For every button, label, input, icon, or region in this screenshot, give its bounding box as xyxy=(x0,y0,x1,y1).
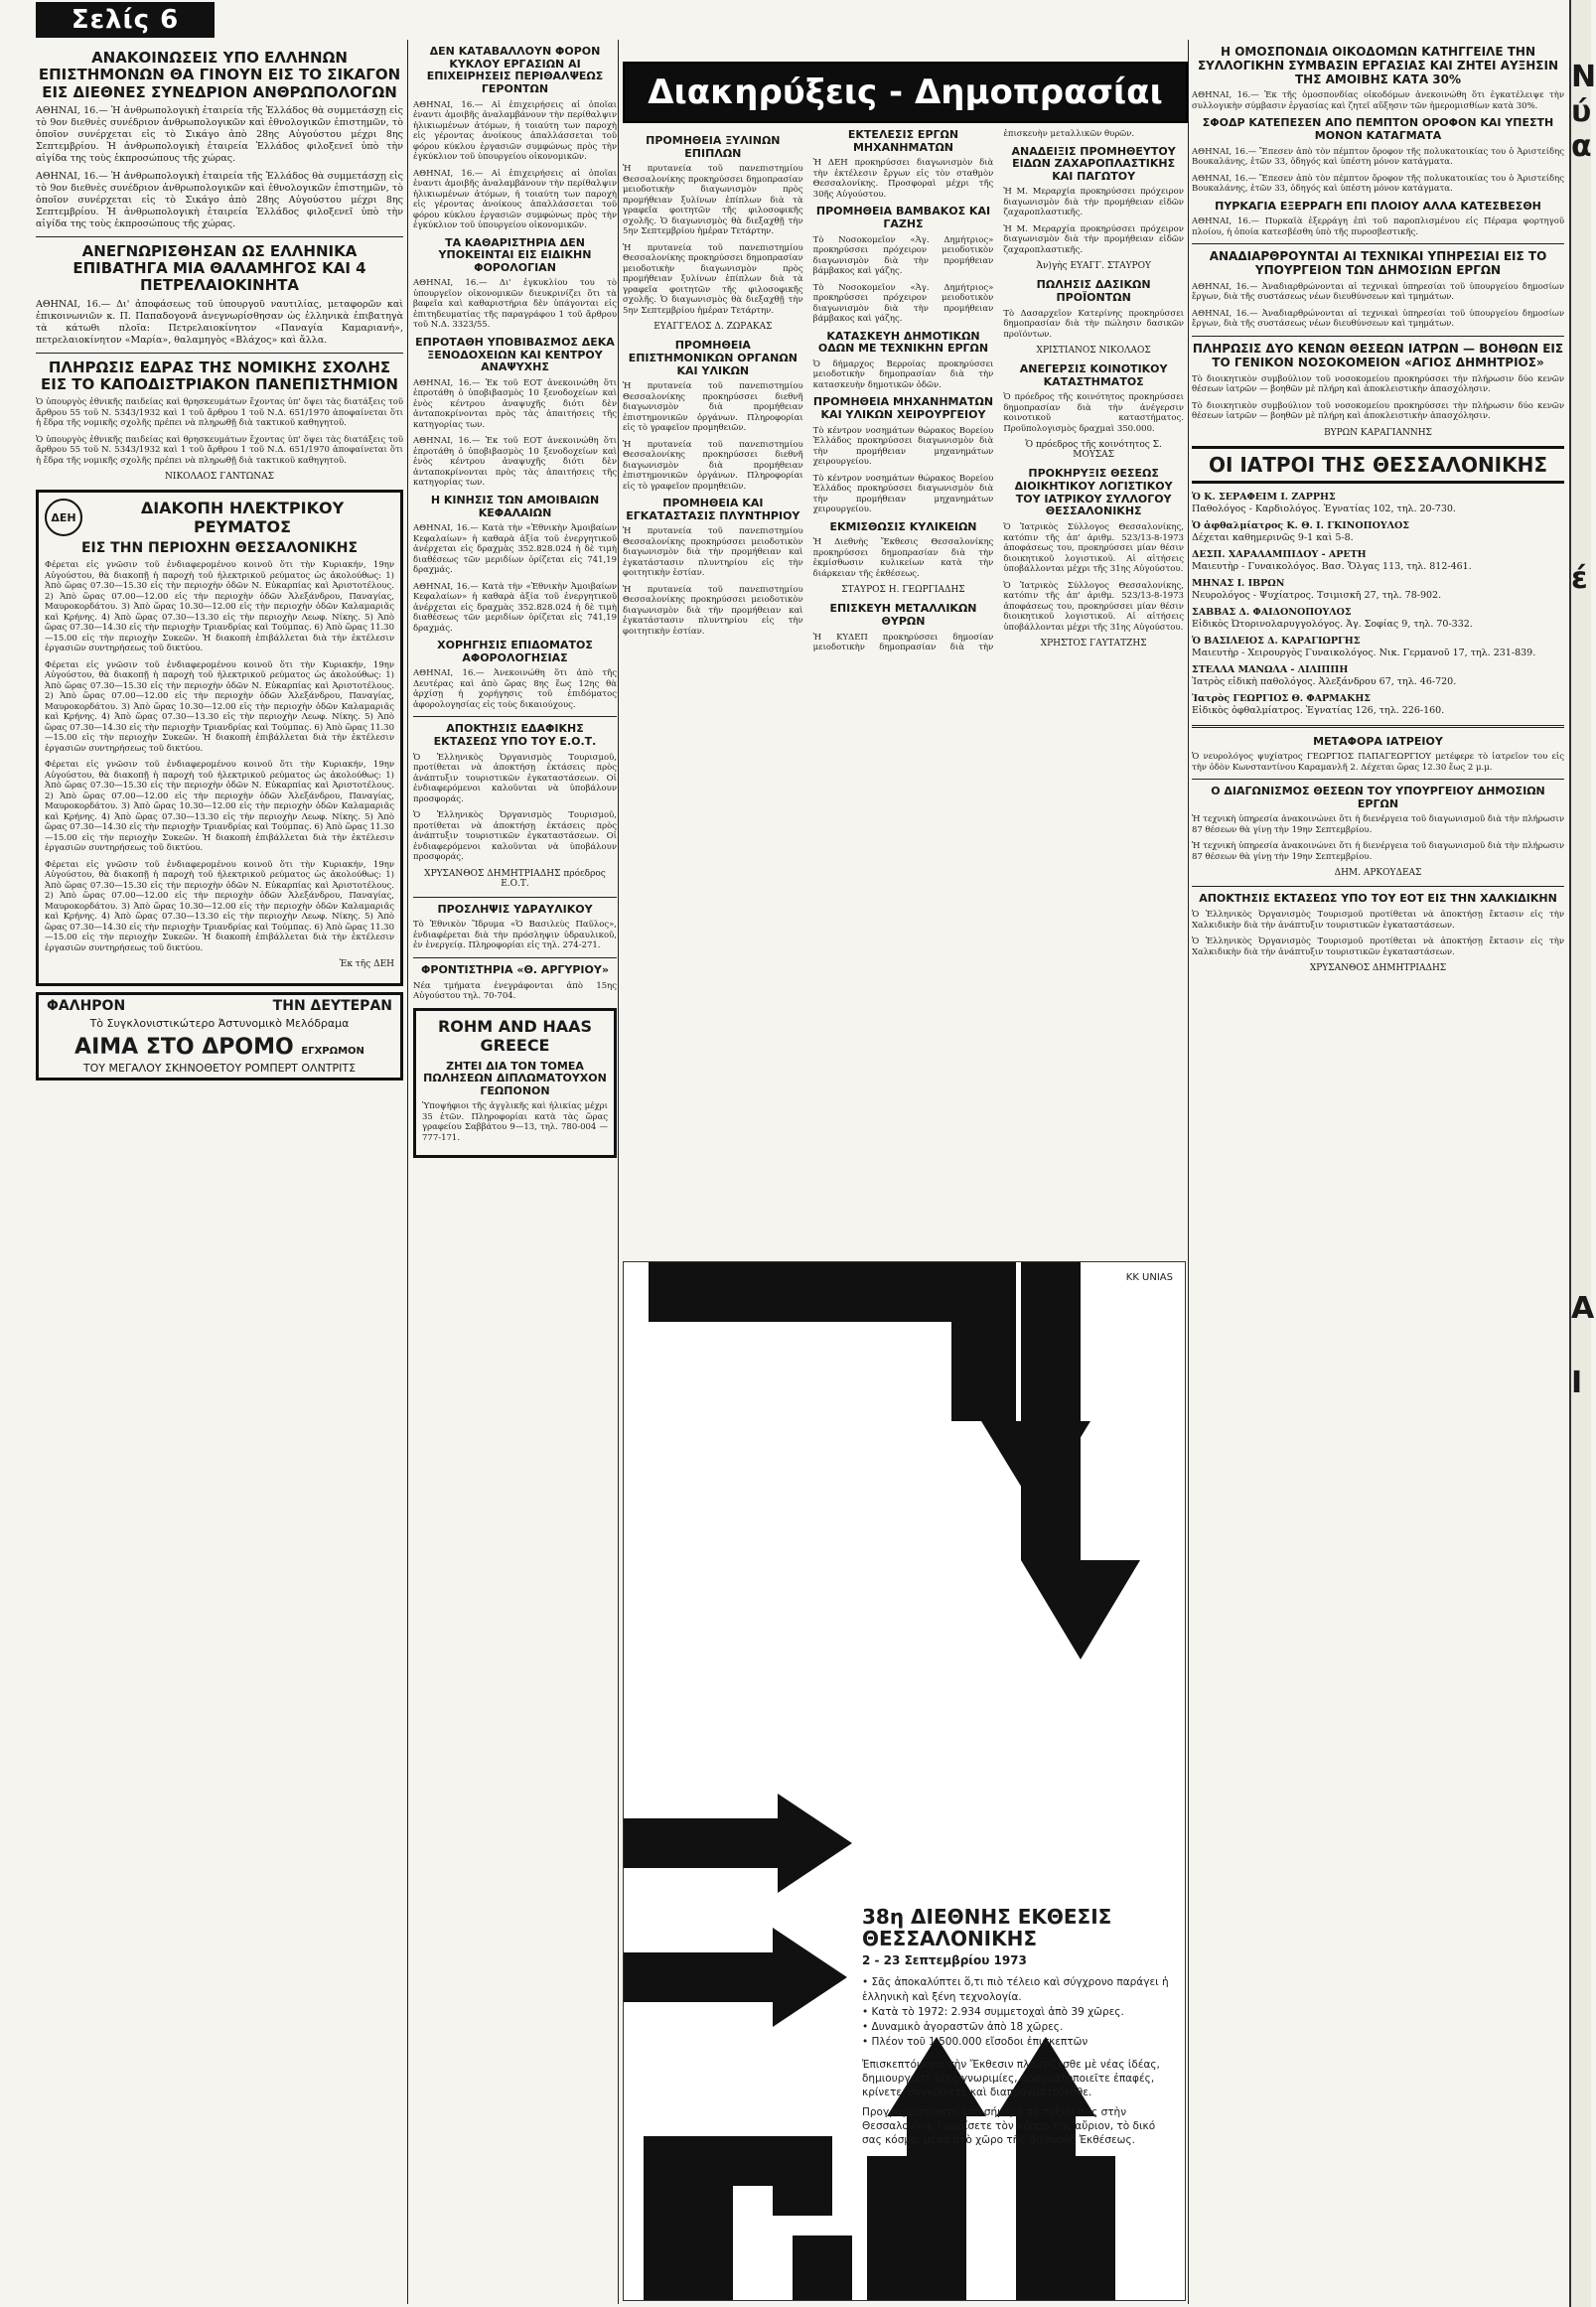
edge-letter: α xyxy=(1571,129,1592,164)
signature: Ὁ πρόεδρος τῆς κοινότητος Σ. ΜΟΥΣΑΣ xyxy=(1025,440,1162,461)
article-body: ΑΘΗΝΑΙ, 16.— Κατὰ τὴν «Ἐθνικὴν Ἀμοιβαίων Κεφαλαίων» ἡ καθαρὰ ἀξία τοῦ ἐνεργητικοῦ ἀνέρχεται εἰς δραχμὰς 352.828.024 ἡ δὲ τιμὴ διαθέσεως τῶν μεριδίων ὁρίζεται εἰς 741,19 δραχμάς. xyxy=(413,581,617,634)
notice-body: Ἡ ΚΥΔΕΠ προκηρύσσει δημοσίαν μειοδοτικὴν δημοπρασίαν διὰ τὴν ἐπισκευὴν μεταλλικῶν θυρῶν. xyxy=(812,129,1135,653)
article-headline: Ο ΔΙΑΓΩΝΙΣΜΟΣ ΘΕΣΕΩΝ ΤΟΥ ΥΠΟΥΡΓΕΙΟΥ ΔΗΜΟΣΙΩΝ ΕΡΓΩΝ xyxy=(1211,785,1545,810)
doctor-listing xyxy=(1192,520,1564,544)
facing-page-edge xyxy=(1569,0,1596,2307)
doctor-info: Ἰατρὸς εἰδικὴ παθολόγος. Ἀλεξάνδρου 67, τηλ. 46-720. xyxy=(1192,675,1457,687)
notice-headline: ΠΡΟΜΗΘΕΙΑ ΒΑΜΒΑΚΟΣ ΚΑΙ ΓΑΖΗΣ xyxy=(815,205,991,230)
doctor-info: Παθολόγος - Καρδιολόγος. Ἐγνατίας 102, τηλ. 20-730. xyxy=(1192,503,1456,514)
signature: ΒΥΡΩΝ ΚΑΡΑΓΙΑΝΝΗΣ xyxy=(1324,427,1432,438)
article-body: Ὁ Ἑλληνικὸς Ὀργανισμὸς Τουρισμοῦ προτίθεται νὰ ἀποκτήσῃ ἔκτασιν εἰς τὴν Χαλκιδικὴν διὰ τὴν ἀνάπτυξιν τουριστικῶν ἐγκαταστάσεων. xyxy=(1192,910,1564,931)
notice-body: Ἡ Μ. Μεραρχία προκηρύσσει πρόχειρον διαγωνισμὸν διὰ τὴν προμήθειαν εἰδῶν ζαχαροπλαστικῆς. xyxy=(1003,223,1184,255)
notice-body: Τὸ κέντρον νοσημάτων θώρακος Βορείου Ἑλλάδος προκηρύσσει διαγωνισμὸν διὰ τὴν προμήθειαν μηχανημάτων χειρουργείου. xyxy=(812,425,994,468)
section-banner: Διακηρύξεις - Δημοπρασίαι xyxy=(623,62,1188,123)
article-body: ΑΘΗΝΑΙ, 16.— Ἔπεσεν ἀπὸ τὸν πέμπτον ὄροφον τῆς πολυκατοικίας του ὁ Ἀριστείδης Βουκαλάνης, ἐτῶν 33, ὁδηγός καὶ ὑπέστη μόνον κατάγματα. xyxy=(1192,146,1564,168)
notice-body: Ὁ πρόεδρος τῆς κοινότητος προκηρύσσει δημοπρασίαν διὰ τὴν ἀνέγερσιν κοινοτικοῦ καταστήματος. Προϋπολογισμὸς δραχμαὶ 350.000. xyxy=(1003,392,1184,434)
fair-highlight-item: • Πλέον τοῦ 1.500.000 εἴσοδοι ἐπισκεπτῶν xyxy=(862,2036,1088,2048)
article-body: ΑΘΗΝΑΙ, 16.— Ἔπεσεν ἀπὸ τὸν πέμπτον ὄροφον τῆς πολυκατοικίας του ὁ Ἀριστείδης Βουκαλάνης, ἐτῶν 33, ὁδηγός καὶ ὑπέστη μόνον κατάγματα. xyxy=(1192,173,1564,195)
doctor-listing xyxy=(1192,578,1564,602)
article-body: Ἡ τεχνικὴ ὑπηρεσία ἀνακοινώνει ὅτι ἡ διενέργεια τοῦ διαγωνισμοῦ διὰ τὴν πλήρωσιν 87 θέσεων θὰ γίνῃ τὴν 19ην Σεπτεμβρίου. xyxy=(1192,841,1564,862)
article-headline: ΤΑ ΚΑΘΑΡΙΣΤΗΡΙΑ ΔΕΝ ΥΠΟΚΕΙΝΤΑΙ ΕΙΣ ΕΙΔΙΚΗΝ ΦΟΡΟΛΟΓΙΑΝ xyxy=(438,235,592,274)
article-body: ΑΘΗΝΑΙ, 16.— Αἱ ἐπιχειρήσεις αἱ ὁποῖαι ἐναντι ἀμοιβῆς ἀναλαμβάνουν τὴν περίθαλψιν ἡλικιωμένων ἀτόμων, ἡ τοιαύτη των παροχὴ εἰς γέροντας ἀνοίκους ἀπαλλάσσεται τοῦ φόρου κύκλου ἐργασιῶν συμφώνως πρὸς τὴν ἐγκύκλιον τοῦ ὑπουργείου οἰκονομικῶν. xyxy=(413,168,617,231)
company-name: ROHM AND HAAS GREECE xyxy=(437,1016,593,1055)
article-body: ΑΘΗΝΑΙ, 16.— Δι' ἀποφάσεως τοῦ ὑπουργοῦ ναυτιλίας, μεταφορῶν καὶ ἐπικοινωνιῶν κ. Π. Παπαδογονᾶ ἀνεγνωρίσθησαν ὡς ἑλληνικὰ ἐπιβατηγὰ τὰ κάτωθι πλοῖα: Πετρελαιοκίνητον «Παναγία Καμαριανή», πετρελαιοκίνητον «Μαρία», θαλαμηγὸς «Βλάχος» καὶ ἄλλα. xyxy=(36,298,403,346)
notice-body: Ἡ πρυτανεία τοῦ πανεπιστημίου Θεσσαλονίκης προκηρύσσει μειοδοτικὸν διαγωνισμὸν διὰ τὴν προμήθειαν καὶ ἐγκατάστασιν πλυντηρίου εἰς τὴν φοιτητικὴν ἑστίαν. xyxy=(623,584,803,637)
fair-highlight-item: • Κατὰ τὸ 1972: 2.934 συμμετοχαὶ ἀπὸ 39 χῶρες. xyxy=(862,2006,1124,2018)
article-body: Ὁ ὑπουργὸς ἐθνικῆς παιδείας καὶ θρησκευμάτων ἔχοντας ὑπ' ὄψει τὰς διατάξεις τοῦ ἄρθρου 55 τοῦ Ν. 5343/1932 καὶ 1 τοῦ ἄρθρου 1 τοῦ Ν.Δ. 651/1970 ἀποφαίνεται ὅτι ἡ ἕδρα τῆς νομικῆς σχολῆς πρέπει νὰ πληρωθῇ διὰ τακτικοῦ καθηγητοῦ. xyxy=(36,397,403,428)
doctor-name: ΜΗΝΑΣ Ι. ΙΒΡΩΝ xyxy=(1192,577,1285,589)
article-headline: ΑΠΟΚΤΗΣΙΣ ΕΚΤΑΣΕΩΣ ΥΠΟ ΤΟΥ ΕΟΤ ΕΙΣ ΤΗΝ ΧΑΛΚΙΔΙΚΗΝ xyxy=(1199,892,1557,906)
column-1 xyxy=(36,44,403,1081)
fair-highlight-item: • Δυναμικὸ ἀγοραστῶν ἀπὸ 18 χῶρες. xyxy=(862,2021,1064,2033)
article-body: ΑΘΗΝΑΙ, 16.— Ἀνεκοινώθη ὅτι ἀπὸ τῆς Δευτέρας καὶ ἀπὸ ὥρας 8ης ἕως 12ης θὰ ἀρχίσῃ ἡ χορήγησις τοῦ ἐπιδόματος ἀφορολογησίας εἰς τοὺς δικαιούχους. xyxy=(413,668,617,710)
notice-body: Ἡ πρυτανεία τοῦ πανεπιστημίου Θεσσαλονίκης προκηρύσσει μειοδοτικὸν διαγωνισμὸν διὰ τὴν προμήθειαν καὶ ἐγκατάστασιν πλυντηρίου εἰς τὴν φοιτητικὴν ἑστίαν. xyxy=(623,526,803,579)
doctor-info: Δέχεται καθημερινῶς 9-1 καὶ 5-8. xyxy=(1192,531,1354,543)
article-body: ΑΘΗΝΑΙ, 16.— Δι' ἐγκυκλίου του τὸ ὑπουργεῖον οἰκονομικῶν διευκρινίζει ὅτι τὰ βαφεῖα καὶ καθαριστήρια δὲν ὑπάγονται εἰς ἐπιτηδευματίας τῆς παραγράφου 1 τοῦ ἄρθρου τοῦ Ν.Δ. 3323/55. xyxy=(413,278,617,331)
cinema-day: ΤΗΝ ΔΕΥΤΕΡΑΝ xyxy=(272,998,392,1014)
notice-headline: ΑΝΕΓΕΡΣΙΣ ΚΟΙΝΟΤΙΚΟΥ ΚΑΤΑΣΤΗΜΑΤΟΣ xyxy=(1019,362,1168,388)
cinema-ad xyxy=(36,992,403,1081)
signature: ΧΡΥΣΑΝΘΟΣ ΔΗΜΗΤΡΙΑΔΗΣ πρόεδρος Ε.Ο.Τ. xyxy=(424,868,606,889)
doctor-info: Μαιευτὴρ - Χειρουργὸς Γυναικολόγος. Νικ. Γερμανοῦ 17, τηλ. 231-839. xyxy=(1192,647,1536,658)
notice-body: Φέρεται εἰς γνῶσιν τοῦ ἐνδιαφερομένου κοινοῦ ὅτι τὴν Κυριακήν, 19ην Αὐγούστου, θὰ διακοπῇ ἡ παροχὴ τοῦ ἠλεκτρικοῦ ρεύματος ὡς ἀκολούθως: 1) Ἀπὸ ὥρας 07.30—15.30 εἰς τὴν περιοχὴν ὁδῶν Ν. Εὐκαρπίας καὶ Ἀριστοτέλους. 2) Ἀπὸ ὥρας 07.00—12.00 εἰς τὴν περιοχὴν ὁδῶν Ἀλεξάνδρου, Παναγίας, Μαυροκορδάτου. 3) Ἀπὸ ὥρας 10.30—12.00 εἰς τὴν περιοχὴν ὁδῶν Καλαμαριᾶς καὶ Κρήνης. 4) Ἀπὸ ὥρας 07.30—13.30 εἰς τὴν περιοχὴν Λεωφ. Νίκης. 5) Ἀπὸ ὥρας 07.30—14.30 εἰς τὴν περιοχὴν Τριανδρίας καὶ Τούμπας. 6) Ἀπὸ ὥρας 11.30—15.00 εἰς τὴν περιοχὴν Συκεῶν. Ἡ διακοπὴ ἐπιβάλλεται διὰ τὴν ἐκτέλεσιν ἐργασιῶν συντηρήσεως τοῦ δικτύου. xyxy=(45,859,394,953)
notice-headline: ΠΩΛΗΣΙΣ ΔΑΣΙΚΩΝ ΠΡΟΪΟΝΤΩΝ xyxy=(1036,278,1151,305)
fair-paragraph: Προγραμματίσατε ἀπὸ σήμερα τὸ ταξίδι σας στὴν Θεσσαλονίκη. Γνωρίσετε τὸν κόσμο τῆς αὔριον, τὸ δικό σας κόσμο, μέσα στὸ χῶρο τῆς Διεθνοῦς Ἐκθέσεως. xyxy=(862,2106,1156,2146)
edge-letter: Α xyxy=(1571,1291,1595,1326)
article-body: ΑΘΗΝΑΙ, 16.— Κατὰ τὴν «Ἐθνικὴν Ἀμοιβαίων Κεφαλαίων» ἡ καθαρὰ ἀξία τοῦ ἐνεργητικοῦ ἀνέρχεται εἰς δραχμὰς 352.828.024 ἡ δὲ τιμὴ διαθέσεως τῶν μεριδίων ὁρίζεται εἰς 741,19 δραχμάς. xyxy=(413,523,617,576)
doctor-listing xyxy=(1192,693,1564,717)
notice-body: Ἡ πρυτανεία τοῦ πανεπιστημίου Θεσσαλονίκης προκηρύσσει διεθνῆ διαγωνισμὸν διὰ προμήθειαν ἐπιστημονικῶν ὀργάνων. Πληροφορίαι εἰς τὸ γραφεῖον προμηθειῶν. xyxy=(623,381,803,434)
doctor-info: Εἰδικὸς ὀφθαλμίατρος. Ἐγνατίας 126, τηλ. 226-160. xyxy=(1192,704,1445,716)
notice-body: Φέρεται εἰς γνῶσιν τοῦ ἐνδιαφερομένου κοινοῦ ὅτι τὴν Κυριακήν, 19ην Αὐγούστου, θὰ διακοπῇ ἡ παροχὴ τοῦ ἠλεκτρικοῦ ρεύματος ὡς ἀκολούθως: 1) Ἀπὸ ὥρας 07.30—15.30 εἰς τὴν περιοχὴν ὁδῶν Ν. Εὐκαρπίας καὶ Ἀριστοτέλους. 2) Ἀπὸ ὥρας 07.00—12.00 εἰς τὴν περιοχὴν ὁδῶν Ἀλεξάνδρου, Παναγίας, Μαυροκορδάτου. 3) Ἀπὸ ὥρας 10.30—12.00 εἰς τὴν περιοχὴν ὁδῶν Καλαμαριᾶς καὶ Κρήνης. 4) Ἀπὸ ὥρας 07.30—13.30 εἰς τὴν περιοχὴν Λεωφ. Νίκης. 5) Ἀπὸ ὥρας 07.30—14.30 εἰς τὴν περιοχὴν Τριανδρίας καὶ Τούμπας. 6) Ἀπὸ ὥρας 11.30—15.00 εἰς τὴν περιοχὴν Συκεῶν. Ἡ διακοπὴ ἐπιβάλλεται διὰ τὴν ἐκτέλεσιν ἐργασιῶν συντηρήσεως τοῦ δικτύου. xyxy=(45,760,394,853)
doctor-name: Ὁ Κ. ΣΕΡΑΦΕΙΜ Ι. ΖΑΡΡΗΣ xyxy=(1192,491,1336,503)
doctor-name: ΣΑΒΒΑΣ Δ. ΦΑΙΔΟΝΟΠΟΥΛΟΣ xyxy=(1192,606,1352,618)
article-body: Ὁ Ἑλληνικὸς Ὀργανισμὸς Τουρισμοῦ, προτίθεται νὰ ἀποκτήσῃ ἐκτάσεις πρὸς ἀνάπτυξιν τουριστικῶν ἐγκαταστάσεων. Οἱ ἐνδιαφερόμενοι καλοῦνται νὰ ὑποβάλουν προσφοράς. xyxy=(413,752,617,804)
signature: ΣΤΑΥΡΟΣ Η. ΓΕΩΡΓΙΑΔΗΣ xyxy=(841,585,965,596)
article-headline: Η ΚΙΝΗΣΙΣ ΤΩΝ ΑΜΟΙΒΑΙΩΝ ΚΕΦΑΛΑΙΩΝ xyxy=(430,493,600,519)
article-body: ΑΘΗΝΑΙ, 16.— Ἐκ τοῦ ΕΟΤ ἀνεκοινώθη ὅτι ἐπροτάθη ὁ ὑποβιβασμὸς 10 ξενοδοχείων καὶ ἑνὸς κέντρου ἀναψυχῆς διότι δὲν ἀνταποκρίνονται πρὸς τὰς ἀπαιτήσεις τῆς κατηγορίας των. xyxy=(413,377,617,430)
doctors-directory-title: ΟΙ ΙΑΤΡΟΙ ΤΗΣ ΘΕΣΣΑΛΟΝΙΚΗΣ xyxy=(1192,446,1564,484)
edge-letter: Ν xyxy=(1571,60,1596,94)
article-body: ΑΘΗΝΑΙ, 16.— Αἱ ἐπιχειρήσεις αἱ ὁποῖαι ἐναντι ἀμοιβῆς ἀναλαμβάνουν τὴν περίθαλψιν ἡλικιωμένων ἀτόμων, ἡ τοιαύτη των παροχὴ εἰς γέροντας ἀνοίκους ἀπαλλάσσεται τοῦ φόρου κύκλου ἐργασιῶν συμφώνως πρὸς τὴν ἐγκύκλιον τοῦ ὑπουργείου οἰκονομικῶν. xyxy=(413,99,617,163)
article-headline: ΠΡΟΣΛΗΨΙΣ ΥΔΡΑΥΛΙΚΟΥ xyxy=(437,902,593,916)
doctor-listing xyxy=(1192,664,1564,688)
doctor-name: Ὁ ἀφθαλμίατρος Κ. Θ. Ι. ΓΚΙΝΟΠΟΥΛΟΣ xyxy=(1192,519,1410,531)
notice-subtitle: ΕΙΣ ΤΗΝ ΠΕΡΙΟΧΗΝ ΘΕΣΣΑΛΟΝΙΚΗΣ xyxy=(80,540,359,556)
notice-body: Τὸ Νοσοκομεῖον «Ἁγ. Δημήτριος» προκηρύσσει πρόχειρον μειοδοτικὸν διαγωνισμὸν διὰ τὴν προμήθειαν βάμβακος καὶ γάζης. xyxy=(812,234,994,277)
agency-logo: ΚΚ UNIAS xyxy=(1125,1272,1173,1283)
article-headline: ΠΥΡΚΑΓΙΑ ΕΞΕΡΡΑΓΗ ΕΠΙ ΠΛΟΙΟΥ ΑΛΛΑ ΚΑΤΕΣΒΕΣΘΗ xyxy=(1215,199,1541,213)
article-body: ΑΘΗΝΑΙ, 16.— Ἐκ τῆς ὁμοσπονδίας οἰκοδόμων ἀνεκοινώθη ὅτι ἐγκατέλειψε τὴν συλλογικὴν σύμβασιν ἐργασίας καὶ ζητεῖ αὔξησιν τῶν ἡμερομισθίων κατὰ 30%. xyxy=(1192,90,1564,111)
article-headline: ΜΕΤΑΦΟΡΑ ΙΑΤΡΕΙΟΥ xyxy=(1313,734,1443,748)
doctor-listing xyxy=(1192,607,1564,631)
doctor-listing xyxy=(1192,549,1564,573)
doctor-info: Μαιευτὴρ - Γυναικολόγος. Βασ. Ὄλγας 113, τηλ. 812-461. xyxy=(1192,560,1472,572)
thessaloniki-fair-ad xyxy=(623,1261,1186,2301)
article-headline: Η ΟΜΟΣΠΟΝΔΙΑ ΟΙΚΟΔΟΜΩΝ ΚΑΤΗΓΓΕΙΛΕ ΤΗΝ ΣΥΛΛΟΓΙΚΗΝ ΣΥΜΒΑΣΙΝ ΕΡΓΑΣΙΑΣ ΚΑΙ ΖΗΤΕΙ ΑΥΞΗΣΙΝ ΤΗΣ ΑΜΟΙΒΗΣ ΚΑΤΑ 30% xyxy=(1197,45,1559,86)
article-body: ΑΘΗΝΑΙ, 16.— Ἐκ τοῦ ΕΟΤ ἀνεκοινώθη ὅτι ἐπροτάθη ὁ ὑποβιβασμὸς 10 ξενοδοχείων καὶ ἑνὸς κέντρου ἀναψυχῆς διότι δὲν ἀνταποκρίνονται πρὸς τὰς ἀπαιτήσεις τῆς κατηγορίας των. xyxy=(413,436,617,489)
doctor-name: ΔΕΣΠ. ΧΑΡΑΛΑΜΠΙΔΟΥ - ΑΡΕΤΗ xyxy=(1192,548,1367,560)
fair-highlights xyxy=(862,1975,1175,2050)
signature: Ἀν)γὴς ΕΥΑΓΓ. ΣΤΑΥΡΟΥ xyxy=(1036,261,1151,272)
article-headline: ΧΟΡΗΓΗΣΙΣ ΕΠΙΔΟΜΑΤΟΣ ΑΦΟΡΟΛΟΓΗΣΙΑΣ xyxy=(437,639,593,664)
article-body: Τὸ διοικητικὸν συμβούλιον τοῦ νοσοκομείου προκηρύσσει τὴν πλήρωσιν δύο κενῶν θέσεων ἰατρῶν — βοηθῶν μὲ πλήρη καὶ ἀποκλειστικὴν ἀπασχόλησιν. xyxy=(1192,400,1564,421)
column-3-notices xyxy=(623,129,1184,1256)
notice-headline: ΠΡΟΜΗΘΕΙΑ ΚΑΙ ΕΓΚΑΤΑΣΤΑΣΙΣ ΠΛΥΝΤΗΡΙΟΥ xyxy=(626,497,800,522)
article-body: Ὁ Ἑλληνικὸς Ὀργανισμὸς Τουρισμοῦ προτίθεται νὰ ἀποκτήσῃ ἔκτασιν εἰς τὴν Χαλκιδικὴν διὰ τὴν ἀνάπτυξιν τουριστικῶν ἐγκαταστάσεων. xyxy=(1192,937,1564,957)
dei-logo: ΔΕΗ xyxy=(45,499,82,536)
article-headline: ΣΦΟΔΡ ΚΑΤΕΠΕΣΕΝ ΑΠΟ ΠΕΜΠΤΟΝ ΟΡΟΦΟΝ ΚΑΙ ΥΠΕΣΤΗ ΜΟΝΟΝ ΚΑΤΑΓΜΑΤΑ xyxy=(1202,116,1554,143)
notice-body: Ἡ ΔΕΗ προκηρύσσει διαγωνισμὸν διὰ τὴν ἐκτέλεσιν ἔργων εἰς τὸν σταθμὸν Θεσσαλονίκης. Προσφοραὶ μέχρι τῆς 30ῆς Αὐγούστου. xyxy=(812,158,994,200)
doctor-info: Νευρολόγος - Ψυχίατρος. Τσιμισκῆ 27, τηλ. 78-902. xyxy=(1192,589,1442,601)
notice-title: ΔΙΑΚΟΠΗ ΗΛΕΚΤΡΙΚΟΥ ΡΕΥΜΑΤΟΣ xyxy=(140,499,345,536)
article-body: Ἡ τεχνικὴ ὑπηρεσία ἀνακοινώνει ὅτι ἡ διενέργεια τοῦ διαγωνισμοῦ διὰ τὴν πλήρωσιν 87 θέσεων θὰ γίνῃ τὴν 19ην Σεπτεμβρίου. xyxy=(1192,814,1564,835)
article-headline: ΑΝΑΔΙΑΡΘΡΟΥΝΤΑΙ ΑΙ ΤΕΧΝΙΚΑΙ ΥΠΗΡΕΣΙΑΙ ΕΙΣ ΤΟ ΥΠΟΥΡΓΕΙΟΝ ΤΩΝ ΔΗΜΟΣΙΩΝ ΕΡΓΩΝ xyxy=(1209,249,1547,278)
notice-body: Ἡ πρυτανεία τοῦ πανεπιστημίου Θεσσαλονίκης προκηρύσσει διεθνῆ διαγωνισμὸν διὰ προμήθειαν ἐπιστημονικῶν ὀργάνων. Πληροφορίαι εἰς τὸ γραφεῖον προμηθειῶν. xyxy=(623,439,803,492)
signature: ΧΡΥΣΑΝΘΟΣ ΔΗΜΗΤΡΙΑΔΗΣ xyxy=(1309,963,1447,974)
job-title: ΖΗΤΕΙ ΔΙΑ ΤΟΝ ΤΟΜΕΑ ΠΩΛΗΣΕΩΝ ΔΙΠΛΩΜΑΤΟΥΧΟΝ ΓΕΩΠΟΝΟΝ xyxy=(423,1059,607,1097)
notice-body: Ὁ δήμαρχος Βερροίας προκηρύσσει μειοδοτικὴν δημοπρασίαν διὰ τὴν κατασκευὴν δημοτικῶν ὁδῶν. xyxy=(812,359,994,390)
article-headline: ΦΡΟΝΤΙΣΤΗΡΙΑ «Θ. ΑΡΓΥΡΙΟΥ» xyxy=(421,962,609,976)
power-outage-notice xyxy=(36,490,403,986)
doctor-info: Εἰδικὸς Ὠτορινολαρυγγολόγος. Ἀγ. Σοφίας 9, τηλ. 70-332. xyxy=(1192,618,1473,630)
edge-letter: έ xyxy=(1571,561,1588,596)
article-body: Τὸ διοικητικὸν συμβούλιον τοῦ νοσοκομείου προκηρύσσει τὴν πλήρωσιν δύο κενῶν θέσεων ἰατρῶν — βοηθῶν μὲ πλήρη καὶ ἀποκλειστικὴν ἀπασχόλησιν. xyxy=(1192,373,1564,394)
doctor-name: Ἰατρὸς ΓΕΩΡΓΙΟΣ Θ. ΦΑΡΜΑΚΗΣ xyxy=(1192,692,1372,704)
notice-headline: ΠΡΟΜΗΘΕΙΑ ΜΗΧΑΝΗΜΑΤΩΝ ΚΑΙ ΥΛΙΚΩΝ ΧΕΙΡΟΥΡΓΕΙΟΥ xyxy=(812,395,994,421)
column-4 xyxy=(1192,40,1564,981)
notice-body: Ἡ Μ. Μεραρχία προκηρύσσει πρόχειρον διαγωνισμὸν διὰ τὴν προμήθειαν εἰδῶν ζαχαροπλαστικῆς. xyxy=(1003,187,1184,218)
fair-title: 38η ΔΙΕΘΝΗΣ ΕΚΘΕΣΙΣ ΘΕΣΣΑΛΟΝΙΚΗΣ xyxy=(862,1905,1112,1950)
article-body: Τὸ Ἐθνικὸν Ἵδρυμα «Ὁ Βασιλεὺς Παῦλος», ἐνδιαφέρεται διὰ τὴν πρόσληψιν ὑδραυλικοῦ, ἐν ἐνεργείᾳ. Πληροφορίαι εἰς τηλ. 274-271. xyxy=(413,920,617,951)
article-headline: ΕΠΡΟΤΑΘΗ ΥΠΟΒΙΒΑΣΜΟΣ ΔΕΚΑ ΞΕΝΟΔΟΧΕΙΩΝ ΚΑΙ ΚΕΝΤΡΟΥ ΑΝΑΨΥΧΗΣ xyxy=(415,335,615,374)
article-body: Ὁ Ἑλληνικὸς Ὀργανισμὸς Τουρισμοῦ, προτίθεται νὰ ἀποκτήσῃ ἐκτάσεις πρὸς ἀνάπτυξιν τουριστικῶν ἐγκαταστάσεων. Οἱ ἐνδιαφερόμενοι καλοῦνται νὰ ὑποβάλουν προσφοράς. xyxy=(413,810,617,863)
article-body: Ὁ ὑπουργὸς ἐθνικῆς παιδείας καὶ θρησκευμάτων ἔχοντας ὑπ' ὄψει τὰς διατάξεις τοῦ ἄρθρου 55 τοῦ Ν. 5343/1932 καὶ 1 τοῦ ἄρθρου 1 τοῦ Ν.Δ. 651/1970 ἀποφαίνεται ὅτι ἡ ἕδρα τῆς νομικῆς σχολῆς πρέπει νὰ πληρωθῇ διὰ τακτικοῦ καθηγητοῦ. xyxy=(36,434,403,466)
fair-highlight-item: • Σᾶς ἀποκαλύπτει ὅ,τι πιὸ τέλειο καὶ σύγχρονο παράγει ἡ ἑλληνικὴ καὶ ξένη τεχνολογία. xyxy=(862,1976,1169,2003)
notice-body: Τὸ Δασαρχεῖον Κατερίνης προκηρύσσει δημοπρασίαν διὰ τὴν πώλησιν δασικῶν προϊόντων. xyxy=(1003,308,1184,340)
notice-body: Τὸ Νοσοκομεῖον «Ἁγ. Δημήτριος» προκηρύσσει πρόχειρον μειοδοτικὸν διαγωνισμὸν διὰ τὴν προμήθειαν βάμβακος καὶ γάζης. xyxy=(812,282,994,325)
notice-headline: ΕΠΙΣΚΕΥΗ ΜΕΤΑΛΛΙΚΩΝ ΘΥΡΩΝ xyxy=(829,602,977,628)
notice-headline: ΕΚΤΕΛΕΣΙΣ ΕΡΓΩΝ ΜΗΧΑΝΗΜΑΤΩΝ xyxy=(847,128,959,154)
notice-body: Ἡ πρυτανεία τοῦ πανεπιστημίου Θεσσαλονίκης προκηρύσσει δημοπρασίαν μειοδοτικὴν διαγωνισμὸν πρὸς προμήθειαν ξυλίνων ἐπίπλων διὰ τὰ γραφεῖα φοιτητῶν τῆς φιλοσοφικῆς σχολῆς. Ὁ διαγωνισμὸς θὰ διεξαχθῇ τὴν 5ην Σεπτεμβρίου ἡμέραν Τετάρτην. xyxy=(623,242,803,316)
fair-paragraph: Ἐπισκεπτόμενοι τὴν Ἔκθεσιν πλουτίζεσθε μὲ νέας ἰδέας, δημιουργεῖτε νέες γνωριμίες, πραγματοποιεῖτε ἐπαφές, κρίνετε, συγκρίνετε καὶ διαπραγματεύεσθε. xyxy=(862,2059,1160,2098)
film-director: ΤΟΥ ΜΕΓΑΛΟΥ ΣΚΗΝΟΘΕΤΟΥ ΡΟΜΠΕΡΤ ΟΛΝΤΡΙΤΣ xyxy=(82,1062,357,1075)
article-body: Νέα τμήματα ἐνεγράφονται ἀπὸ 15ης Αὐγούστου τηλ. 70-704. xyxy=(413,980,617,1002)
notice-headline: ΑΝΑΔΕΙΞΙΣ ΠΡΟΜΗΘΕΥΤΟΥ ΕΙΔΩΝ ΖΑΧΑΡΟΠΛΑΣΤΙΚΗΣ ΚΑΙ ΠΑΓΩΤΟΥ xyxy=(1011,144,1176,183)
article-body: ΑΘΗΝΑΙ, 16.— Ἡ ἀνθρωπολογικὴ ἑταιρεία τῆς Ἑλλάδος θὰ συμμετάσχῃ εἰς τὸ 9ον διεθνὲς συνέδριον ἀνθρωπολογικῶν καὶ ἐθνολογικῶν ἐπιστημῶν, τὸ ὁποῖον συνέρχεται εἰς τὸ Σικάγο ἀπὸ 28ης Αὐγούστου μέχρι 8ης Σεπτεμβρίου. Ἡ ἀνθρωπολογικὴ ἑταιρεία Ἑλλάδος φιλοξενεῖ ὑπὸ τὴν αἰγίδα της τοὺς ἐκπροσώπους τῆς χώρας. xyxy=(36,170,403,229)
article-body: Ὁ νευρολόγος ψυχίατρος ΓΕΩΡΓΙΟΣ ΠΑΠΑΓΕΩΡΓΙΟΥ μετέφερε τὸ ἰατρεῖον του εἰς τὴν ὁδὸν Κωνσταντίνου Καραμανλῆ 2. Δέχεται ὥρας 12.30 ἕως 2 μ.μ. xyxy=(1192,752,1564,773)
article-headline: ΑΝΕΓΝΩΡΙΣΘΗΣΑΝ ΩΣ ΕΛΛΗΝΙΚΑ ΕΠΙΒΑΤΗΓΑ ΜΙΑ ΘΑΛΑΜΗΓΟΣ ΚΑΙ 4 ΠΕΤΡΕΛΑΙΟΚΙΝΗΤΑ xyxy=(73,241,366,295)
column-2 xyxy=(413,40,617,1164)
article-headline: ΑΠΟΚΤΗΣΙΣ ΕΔΑΦΙΚΗΣ ΕΚΤΑΣΕΩΣ ΥΠΟ ΤΟΥ Ε.Ο.Τ. xyxy=(433,722,597,749)
column-rule xyxy=(407,40,408,2304)
job-body: Ὑποψήφιοι τῆς ἀγγλικῆς καὶ ἡλικίας μέχρι 35 ἐτῶν. Πληροφορίαι κατὰ τὰς ὥρας γραφείου Σαββάτου 9—13, τηλ. 780-004 — 777-171. xyxy=(422,1101,608,1143)
notice-body: Ὁ Ἰατρικὸς Σύλλογος Θεσσαλονίκης, κατόπιν τῆς ἀπ' ἀριθμ. 523/13-8-1973 ἀποφάσεως του, προκηρύσσει μίαν θέσιν διοικητικοῦ λογιστικοῦ. Αἱ αἰτήσεις ὑποβάλλονται μέχρι τῆς 31ης Αὐγούστου. xyxy=(1003,522,1184,575)
article-body: ΑΘΗΝΑΙ, 16.— Πυρκαϊὰ ἐξερράγη ἐπὶ τοῦ παροπλισμένου εἰς Πέραμα φορτηγοῦ πλοίου, ἡ ὁποία κατεσβέσθη ὑπὸ τῆς πυροσβεστικῆς. xyxy=(1192,216,1564,237)
article-headline: ΔΕΝ ΚΑΤΑΒΑΛΛΟΥΝ ΦΟΡΟΝ ΚΥΚΛΟΥ ΕΡΓΑΣΙΩΝ ΑΙ ΕΠΙΧΕΙΡΗΣΕΙΣ ΠΕΡΙΘΑΛΨΕΩΣ ΓΕΡΟΝΤΩΝ xyxy=(426,45,604,95)
notice-body: Τὸ κέντρον νοσημάτων θώρακος Βορείου Ἑλλάδος προκηρύσσει διαγωνισμὸν διὰ τὴν προμήθειαν μηχανημάτων χειρουργείου. xyxy=(812,473,994,515)
doctor-name: ΣΤΕΛΛΑ ΜΑΝΩΛΑ - ΛΙΛΙΠΠΗ xyxy=(1192,663,1349,675)
doctors-directory xyxy=(1192,492,1564,717)
doctor-listing xyxy=(1192,492,1564,515)
cinema-name: ΦΑΛΗΡΟΝ xyxy=(47,998,126,1014)
film-color-label: ΕΓΧΡΩΜΟΝ xyxy=(301,1046,364,1057)
notice-headline: ΚΑΤΑΣΚΕΥΗ ΔΗΜΟΤΙΚΩΝ ΟΔΩΝ ΜΕ ΤΕΧΝΙΚΗΝ ΕΡΓΩΝ xyxy=(817,329,989,356)
doctor-name: Ὁ ΒΑΣΙΛΕΙΟΣ Δ. ΚΑΡΑΓΙΩΡΓΗΣ xyxy=(1192,635,1361,647)
signature: ΕΥΑΓΓΕΛΟΣ Δ. ΖΩΡΑΚΑΣ xyxy=(653,322,773,333)
article-headline: ΠΛΗΡΩΣΙΣ ΔΥΟ ΚΕΝΩΝ ΘΕΣΕΩΝ ΙΑΤΡΩΝ — ΒΟΗΘΩΝ ΕΙΣ ΤΟ ΓΕΝΙΚΟΝ ΝΟΣΟΚΟΜΕΙΟΝ «ΑΓΙΟΣ ΔΗΜΗΤΡΙΟΣ» xyxy=(1192,341,1564,369)
notice-headline: ΠΡΟΜΗΘΕΙΑ ΞΥΛΙΝΩΝ ΕΠΙΠΛΩΝ xyxy=(646,134,781,160)
edge-letter: ύ xyxy=(1571,94,1592,129)
article-body: ΑΘΗΝΑΙ, 16.— Ἀναδιαρθρώνονται αἱ τεχνικαὶ ὑπηρεσίαι τοῦ ὑπουργείου δημοσίων ἔργων, διὰ τῆς συστάσεως νέων διευθύνσεων καὶ τμημάτων. xyxy=(1192,281,1564,303)
film-title: ΑΙΜΑ ΣΤΟ ΔΡΟΜΟ xyxy=(74,1035,294,1060)
edge-letter: Ι xyxy=(1571,1366,1583,1400)
column-rule xyxy=(1188,40,1189,2304)
column-rule xyxy=(618,40,619,2304)
page-number-masthead: Σελίς 6 xyxy=(36,2,215,38)
signature: ΝΙΚΟΛΑΟΣ ΓΑΝΤΩΝΑΣ xyxy=(165,472,274,482)
notice-body: Ἡ Διεθνὴς Ἔκθεσις Θεσσαλονίκης προκηρύσσει δημοπρασίαν διὰ τὴν ἐκμίσθωσιν κυλικείων κατὰ τὴν διάρκειαν τῆς ἐκθέσεως. xyxy=(812,537,994,579)
signature: ΧΡΙΣΤΙΑΝΟΣ ΝΙΚΟΛΑΟΣ xyxy=(1036,346,1151,357)
notice-headline: ΠΡΟΜΗΘΕΙΑ ΕΠΙΣΤΗΜΟΝΙΚΩΝ ΟΡΓΑΝΩΝ ΚΑΙ ΥΛΙΚΩΝ xyxy=(628,339,798,377)
notice-headline: ΕΚΜΙΣΘΩΣΙΣ ΚΥΛΙΚΕΙΩΝ xyxy=(829,519,977,533)
article-headline: ΠΛΗΡΩΣΙΣ ΕΔΡΑΣ ΤΗΣ ΝΟΜΙΚΗΣ ΣΧΟΛΗΣ ΕΙΣ ΤΟ ΚΑΠΟΔΙΣΤΡΙΑΚΟΝ ΠΑΝΕΠΙΣΤΗΜΙΟΝ xyxy=(41,358,398,393)
fair-dates: 2 - 23 Σεπτεμβρίου 1973 xyxy=(862,1953,1027,1967)
notice-body: Φέρεται εἰς γνῶσιν τοῦ ἐνδιαφερομένου κοινοῦ ὅτι τὴν Κυριακήν, 19ην Αὐγούστου, θὰ διακοπῇ ἡ παροχὴ τοῦ ἠλεκτρικοῦ ρεύματος ὡς ἀκολούθως: 1) Ἀπὸ ὥρας 07.30—15.30 εἰς τὴν περιοχὴν ὁδῶν Ν. Εὐκαρπίας καὶ Ἀριστοτέλους. 2) Ἀπὸ ὥρας 07.00—12.00 εἰς τὴν περιοχὴν ὁδῶν Ἀλεξάνδρου, Παναγίας, Μαυροκορδάτου. 3) Ἀπὸ ὥρας 10.30—12.00 εἰς τὴν περιοχὴν ὁδῶν Καλαμαριᾶς καὶ Κρήνης. 4) Ἀπὸ ὥρας 07.30—13.30 εἰς τὴν περιοχὴν Λεωφ. Νίκης. 5) Ἀπὸ ὥρας 07.30—14.30 εἰς τὴν περιοχὴν Τριανδρίας καὶ Τούμπας. 6) Ἀπὸ ὥρας 11.30—15.00 εἰς τὴν περιοχὴν Συκεῶν. Ἡ διακοπὴ ἐπιβάλλεται διὰ τὴν ἐκτέλεσιν ἐργασιῶν συντηρήσεως τοῦ δικτύου. xyxy=(45,659,394,754)
job-ad xyxy=(413,1008,617,1159)
notice-headline: ΠΡΟΚΗΡΥΞΙΣ ΘΕΣΕΩΣ ΔΙΟΙΚΗΤΙΚΟΥ ΛΟΓΙΣΤΙΚΟΥ ΤΟΥ ΙΑΤΡΙΚΟΥ ΣΥΛΛΟΓΟΥ ΘΕΣΣΑΛΟΝΙΚΗΣ xyxy=(1014,467,1173,518)
notice-body: Ἡ πρυτανεία τοῦ πανεπιστημίου Θεσσαλονίκης προκηρύσσει δημοπρασίαν μειοδοτικὴν διαγωνισμὸν πρὸς προμήθειαν ξυλίνων ἐπίπλων διὰ τὰ γραφεῖα φοιτητῶν τῆς φιλοσοφικῆς σχολῆς. Ὁ διαγωνισμὸς θὰ διεξαχθῇ τὴν 5ην Σεπτεμβρίου ἡμέραν Τετάρτην. xyxy=(623,164,803,237)
article-body: ΑΘΗΝΑΙ, 16.— Ἀναδιαρθρώνονται αἱ τεχνικαὶ ὑπηρεσίαι τοῦ ὑπουργείου δημοσίων ἔργων, διὰ τῆς συστάσεως νέων διευθύνσεων καὶ τμημάτων. xyxy=(1192,308,1564,330)
signature: ΔΗΜ. ΑΡΚΟΥΔΕΑΣ xyxy=(1334,868,1422,879)
article-body: ΑΘΗΝΑΙ, 16.— Ἡ ἀνθρωπολογικὴ ἑταιρεία τῆς Ἑλλάδος θὰ συμμετάσχῃ εἰς τὸ 9ον διεθνὲς συνέδριον ἀνθρωπολογικῶν καὶ ἐθνολογικῶν ἐπιστημῶν, τὸ ὁποῖον συνέρχεται εἰς τὸ Σικάγο ἀπὸ 28ης Αὐγούστου μέχρι 8ης Σεπτεμβρίου. Ἡ ἀνθρωπολογικὴ ἑταιρεία Ἑλλάδος φιλοξενεῖ ὑπὸ τὴν αἰγίδα της τοὺς ἐκπροσώπους τῆς χώρας. xyxy=(36,104,403,164)
cinema-tagline: Τὸ Συγκλονιστικώτερο Ἀστυνομικὸ Μελόδραμα xyxy=(89,1017,350,1030)
notice-body: Φέρεται εἰς γνῶσιν τοῦ ἐνδιαφερομένου κοινοῦ ὅτι τὴν Κυριακήν, 19ην Αὐγούστου, θὰ διακοπῇ ἡ παροχὴ τοῦ ἠλεκτρικοῦ ρεύματος ὡς ἀκολούθως: 1) Ἀπὸ ὥρας 07.30—15.30 εἰς τὴν περιοχὴν ὁδῶν Ν. Εὐκαρπίας καὶ Ἀριστοτέλους. 2) Ἀπὸ ὥρας 07.00—12.00 εἰς τὴν περιοχὴν ὁδῶν Ἀλεξάνδρου, Παναγίας, Μαυροκορδάτου. 3) Ἀπὸ ὥρας 10.30—12.00 εἰς τὴν περιοχὴν ὁδῶν Καλαμαριᾶς καὶ Κρήνης. 4) Ἀπὸ ὥρας 07.30—13.30 εἰς τὴν περιοχὴν Λεωφ. Νίκης. 5) Ἀπὸ ὥρας 07.30—14.30 εἰς τὴν περιοχὴν Τριανδρίας καὶ Τούμπας. 6) Ἀπὸ ὥρας 11.30—15.00 εἰς τὴν περιοχὴν Συκεῶν. Ἡ διακοπὴ ἐπιβάλλεται διὰ τὴν ἐκτέλεσιν ἐργασιῶν συντηρήσεως τοῦ δικτύου. xyxy=(45,560,394,653)
notice-body: Ὁ Ἰατρικὸς Σύλλογος Θεσσαλονίκης, κατόπιν τῆς ἀπ' ἀριθμ. 523/13-8-1973 ἀποφάσεως του, προκηρύσσει μίαν θέσιν διοικητικοῦ λογιστικοῦ. Αἱ αἰτήσεις ὑποβάλλονται μέχρι τῆς 31ης Αὐγούστου. xyxy=(1003,580,1184,633)
article-headline: ΑΝΑΚΟΙΝΩΣΕΙΣ ΥΠΟ ΕΛΛΗΝΩΝ ΕΠΙΣΤΗΜΟΝΩΝ ΘΑ ΓΙΝΟΥΝ ΕΙΣ ΤΟ ΣΙΚΑΓΟΝ ΕΙΣ ΔΙΕΘΝΕΣ ΣΥΝΕΔΡΙΟΝ ΑΝΘΡΩΠΟΛΟΓΩΝ xyxy=(38,49,401,101)
notice-signature: Ἐκ τῆς ΔΕΗ xyxy=(339,959,394,969)
signature: ΧΡΗΣΤΟΣ ΓΑΥΤΑΤΖΗΣ xyxy=(1040,639,1147,649)
doctor-listing xyxy=(1192,636,1564,659)
